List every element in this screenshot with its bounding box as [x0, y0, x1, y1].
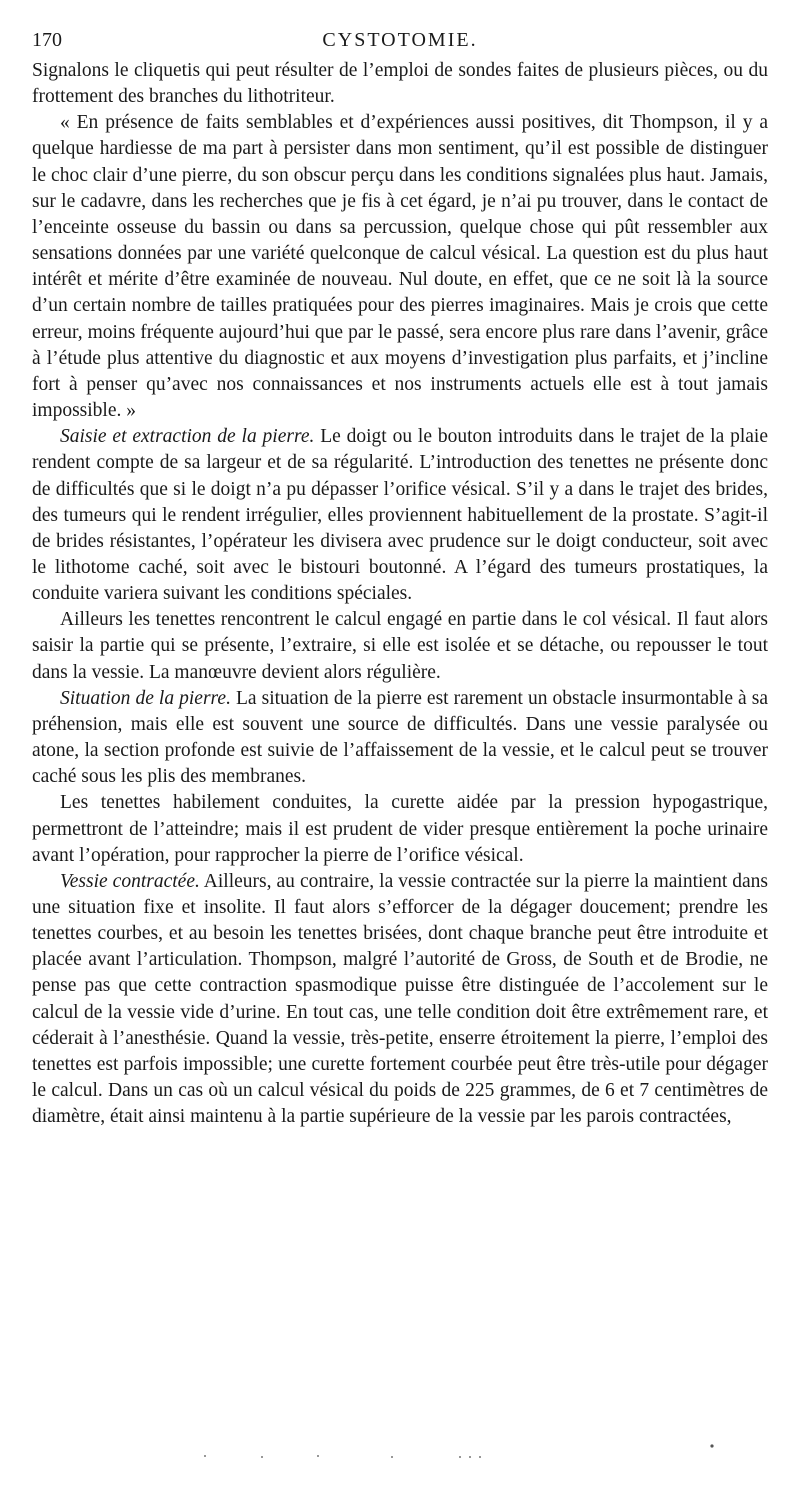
speck — [479, 1456, 481, 1458]
paragraph-5-situation — [32, 686, 768, 791]
section-heading: Saisie et extraction de la pierre. — [60, 426, 315, 448]
page-number: 170 — [32, 29, 62, 51]
paragraph-text: Les tenettes habilement conduites, la curette aidée par la pression hypogastrique, permettront de l’atteindre; mais il est prudent de vider presque entièrement la poche urinaire avant l’opération, pour rapprocher la pierre de l’orifice vésical. — [32, 792, 768, 866]
paragraph-text: Ailleurs les tenettes rencontrent le calcul engagé en partie dans le col vésical. Il faut alors saisir la partie qui se présente, l’extraire, si elle est isolée et se détache, ou repousser le tout dans la vessie. La manœuvre devient alors régulière. — [32, 609, 768, 683]
body-text — [32, 58, 768, 1130]
section-heading: Situation de la pierre. — [60, 687, 231, 709]
paragraph-text: Ailleurs, au contraire, la vessie contractée sur la pierre la maintient dans une situation fixe et insolite. Il faut alors s’efforcer de la dégager doucement; prendre les tenettes courbes, et au besoin les tenettes brisées, dont chaque branche peut être introduite et placée avant l’articulation. Thompson, malgré l’autorité de Gross, de South et de Brodie, ne pense pas que cette contraction spasmodique puisse être distinguée de l’accolement sur le calcul de la vessie vide d’urine. En tout cas, une telle condition doit être extrêmement rare, et céderait à l’anesthésie. Quand la vessie, très-petite, enserre étroitement la pierre, l’emploi des tenettes est parfois impossible; une curette fortement courbée peut être très-utile pour dégager le calcul. Dans un cas où un calcul vésical du poids de 225 grammes, de 6 et 7 centimètres de diamètre, était ainsi maintenu à la partie supérieure de la vessie par les parois contractées, — [32, 870, 769, 1128]
paragraph-6 — [32, 790, 768, 868]
speck — [391, 1456, 393, 1458]
running-title: CYSTOTOMIE. — [322, 29, 478, 51]
paragraph-2-quotation — [32, 110, 768, 424]
speck — [261, 1456, 263, 1458]
speck — [469, 1456, 471, 1458]
paragraph-7-vessie-contractee — [32, 869, 768, 1131]
section-heading: Vessie contractée. — [60, 870, 200, 892]
paragraph-3-saisie — [32, 424, 768, 607]
paragraph-text: Le doigt ou le bouton introduits dans le trajet de la plaie rendent compte de sa largeur et de sa régularité. L’introduction des tenettes ne présente donc de difficultés que si le doigt n’a pu dépasser l’orifice vésical. S’il y a dans le trajet des brides, des tumeurs qui le rendent irrégulier, elles proviennent habituellement de la prostate. S’agit-il de brides résistantes, l’opérateur les divisera avec prudence sur le doigt conducteur, soit avec le lithotome caché, soit avec le bistouri boutonné. A l’égard des tumeurs prostatiques, la conduite variera suivant les conditions spéciales. — [32, 426, 768, 605]
speck — [459, 1456, 461, 1458]
paragraph-text: « En présence de faits semblables et d’expériences aussi positives, dit Thompson, il y a quelque hardiesse de ma part à persister dans mon sentiment, qu’il est possible de distinguer le choc clair d’une pierre, du son obscur perçu dans les conditions signalées plus haut. Jamais, sur le cadavre, dans les recherches que je fis à cet égard, je n’ai pu trouver, dans le contact de l’enceinte osseuse du bassin ou dans sa percussion, quelque chose qui pût ressembler aux sensations données par une variété quelconque de calcul vésical. La question est du plus haut intérêt et mérite d’être examinée de nouveau. Nul doute, en effet, que ce ne soit là la source d’un certain nombre de tailles pratiquées pour des pierres imaginaires. Mais je crois que cette erreur, moins fréquente aujourd’hui que par le passé, sera encore plus rare dans l’avenir, grâce à l’étude plus attentive du diagnostic et aux moyens d’investigation plus parfaits, et j’incline fort à penser qu’avec nos connaissances et nos instruments actuels elle est à tout jamais impossible. » — [32, 112, 768, 422]
paragraph-text: Signalons le cliquetis qui peut résulter de l’emploi de sondes faites de plusieurs pièces, ou du frottement des branches du lithotriteur. — [32, 60, 768, 108]
scan-specks — [0, 1440, 800, 1480]
book-page — [32, 26, 768, 1130]
speck — [317, 1455, 319, 1457]
speck — [204, 1455, 206, 1457]
speck — [710, 1444, 713, 1447]
paragraph-text: La situation de la pierre est rarement un obstacle insurmontable à sa préhension, mais elle est souvent une source de difficultés. Dans une vessie paralysée ou atone, la section profonde est suivie de l’affaissement de la vessie, et le calcul peut se trouver caché sous les plis des membranes. — [32, 687, 768, 788]
paragraph-4 — [32, 607, 768, 685]
paragraph-1 — [32, 58, 768, 110]
running-head — [32, 26, 768, 54]
